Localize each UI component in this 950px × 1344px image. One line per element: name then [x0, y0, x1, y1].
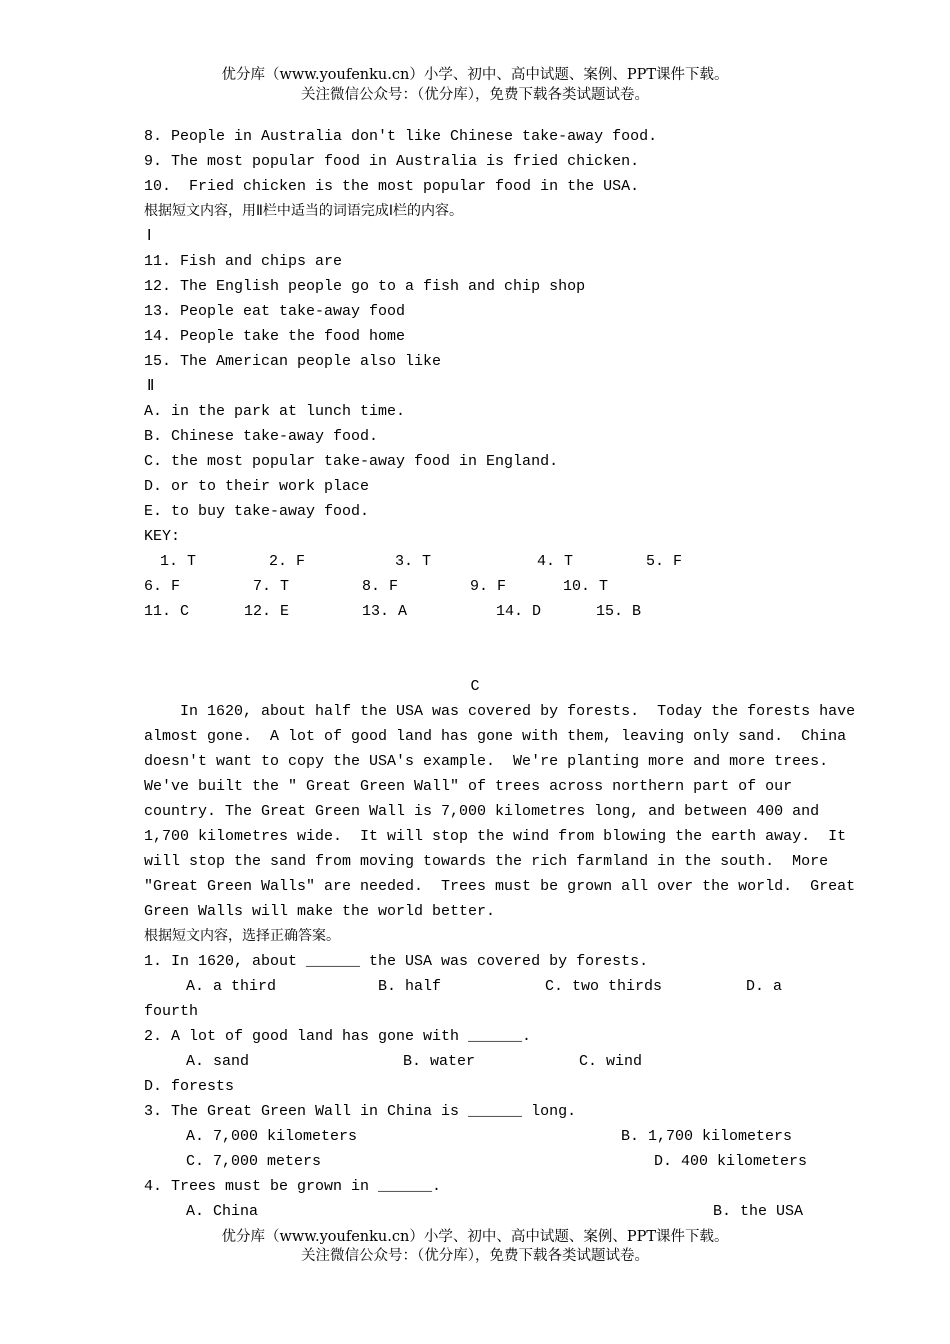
passage-line: country. The Great Green Wall is 7,000 kilometres long, and between 400 and: [144, 803, 820, 820]
key-answer: 5. F: [646, 553, 683, 570]
header-line-2: 关注微信公众号：（优分库），免费下载各类试题试卷。: [301, 87, 649, 103]
column-1-label: Ⅰ: [147, 228, 152, 245]
key-answer: 2. F: [269, 553, 306, 570]
passage-line: We′ve built the ″ Great Green Wall″ of trees across northern part of our: [144, 778, 793, 795]
q2-option-b: B. water: [403, 1053, 476, 1070]
key-answer: 14. D: [496, 603, 542, 620]
statement-10: 10. Fried chicken is the most popular food in the USA.: [144, 178, 640, 195]
key-answer: 9. F: [470, 578, 507, 595]
passage-line: doesn′t want to copy the USA′s example. We′re planting more and more trees.: [144, 753, 829, 770]
q1-option-b: B. half: [378, 978, 442, 995]
passage-line: In 1620, about half the USA was covered by forests. Today the forests have: [144, 703, 856, 720]
q4-option-b: B. the USA: [713, 1203, 804, 1220]
question-1-stem: 1. In 1620, about ______ the USA was covered by forests.: [144, 953, 649, 970]
q3-option-b: B. 1,700 kilometers: [621, 1128, 793, 1145]
header-line-1: 优分库（www.youfenku.cn）小学、初中、高中试题、案例、PPT课件下载。: [221, 67, 729, 83]
key-answer: 15. B: [596, 603, 642, 620]
key-answer: 12. E: [244, 603, 290, 620]
q3-option-c: C. 7,000 meters: [186, 1153, 322, 1170]
key-label: KEY:: [144, 528, 181, 545]
key-answer: 4. T: [537, 553, 574, 570]
column-2-item: C. the most popular take-away food in England.: [144, 453, 559, 470]
footer-line-1: 优分库（www.youfenku.cn）小学、初中、高中试题、案例、PPT课件下载。: [221, 1229, 729, 1245]
column-2-item: E. to buy take-away food.: [144, 503, 370, 520]
passage-line: ″Great Green Walls″ are needed. Trees must be grown all over the world. Great: [144, 878, 856, 895]
q4-option-a: A. China: [186, 1203, 259, 1220]
key-answer: 6. F: [144, 578, 181, 595]
column-2-label: Ⅱ: [147, 378, 155, 395]
section-c-title: C: [470, 678, 480, 695]
question-instruction: 根据短文内容，选择正确答案。: [144, 928, 340, 944]
key-answer: 7. T: [253, 578, 290, 595]
passage-line: almost gone. A lot of good land has gone with them, leaving only sand. China: [144, 728, 847, 745]
q3-option-d: D. 400 kilometers: [654, 1153, 808, 1170]
column-2-item: D. or to their work place: [144, 478, 370, 495]
column-1-item: 11. Fish and chips are: [144, 253, 343, 270]
key-answer: 10. T: [563, 578, 609, 595]
key-answer: 13. A: [362, 603, 408, 620]
passage-line: 1,700 kilometres wide. It will stop the wind from blowing the earth away. It: [144, 828, 847, 845]
passage-line: will stop the sand from moving towards the rich farmland in the south. More: [144, 853, 829, 870]
q2-option-c: C. wind: [579, 1053, 643, 1070]
q1-option-a: A. a third: [186, 978, 277, 995]
statement-8: 8. People in Australia don′t like Chinese take-away food.: [144, 128, 658, 145]
key-answer: 1. T: [160, 553, 197, 570]
column-2-item: A. in the park at lunch time.: [144, 403, 406, 420]
key-answer: 8. F: [362, 578, 399, 595]
question-4-stem: 4. Trees must be grown in ______.: [144, 1178, 442, 1195]
column-1-item: 12. The English people go to a fish and chip shop: [144, 278, 586, 295]
footer-line-2: 关注微信公众号：（优分库），免费下载各类试题试卷。: [301, 1248, 649, 1264]
match-instruction: 根据短文内容，用Ⅱ栏中适当的词语完成Ⅰ栏的内容。: [144, 203, 464, 219]
q2-option-a: A. sand: [186, 1053, 250, 1070]
column-1-item: 15. The American people also like: [144, 353, 442, 370]
q1-option-d: D. a: [746, 978, 783, 995]
column-1-item: 14. People take the food home: [144, 328, 406, 345]
key-answer: 3. T: [395, 553, 432, 570]
q1-option-c: C. two thirds: [545, 978, 663, 995]
question-3-stem: 3. The Great Green Wall in China is ______ long.: [144, 1103, 577, 1120]
key-answer: 11. C: [144, 603, 190, 620]
column-1-item: 13. People eat take-away food: [144, 303, 406, 320]
statement-9: 9. The most popular food in Australia is fried chicken.: [144, 153, 640, 170]
q1-option-d-continued: fourth: [144, 1003, 199, 1020]
q3-option-a: A. 7,000 kilometers: [186, 1128, 358, 1145]
q2-option-d: D. forests: [144, 1078, 235, 1095]
column-2-item: B. Chinese take-away food.: [144, 428, 379, 445]
question-2-stem: 2. A lot of good land has gone with ______.: [144, 1028, 532, 1045]
passage-line: Green Walls will make the world better.: [144, 903, 496, 920]
